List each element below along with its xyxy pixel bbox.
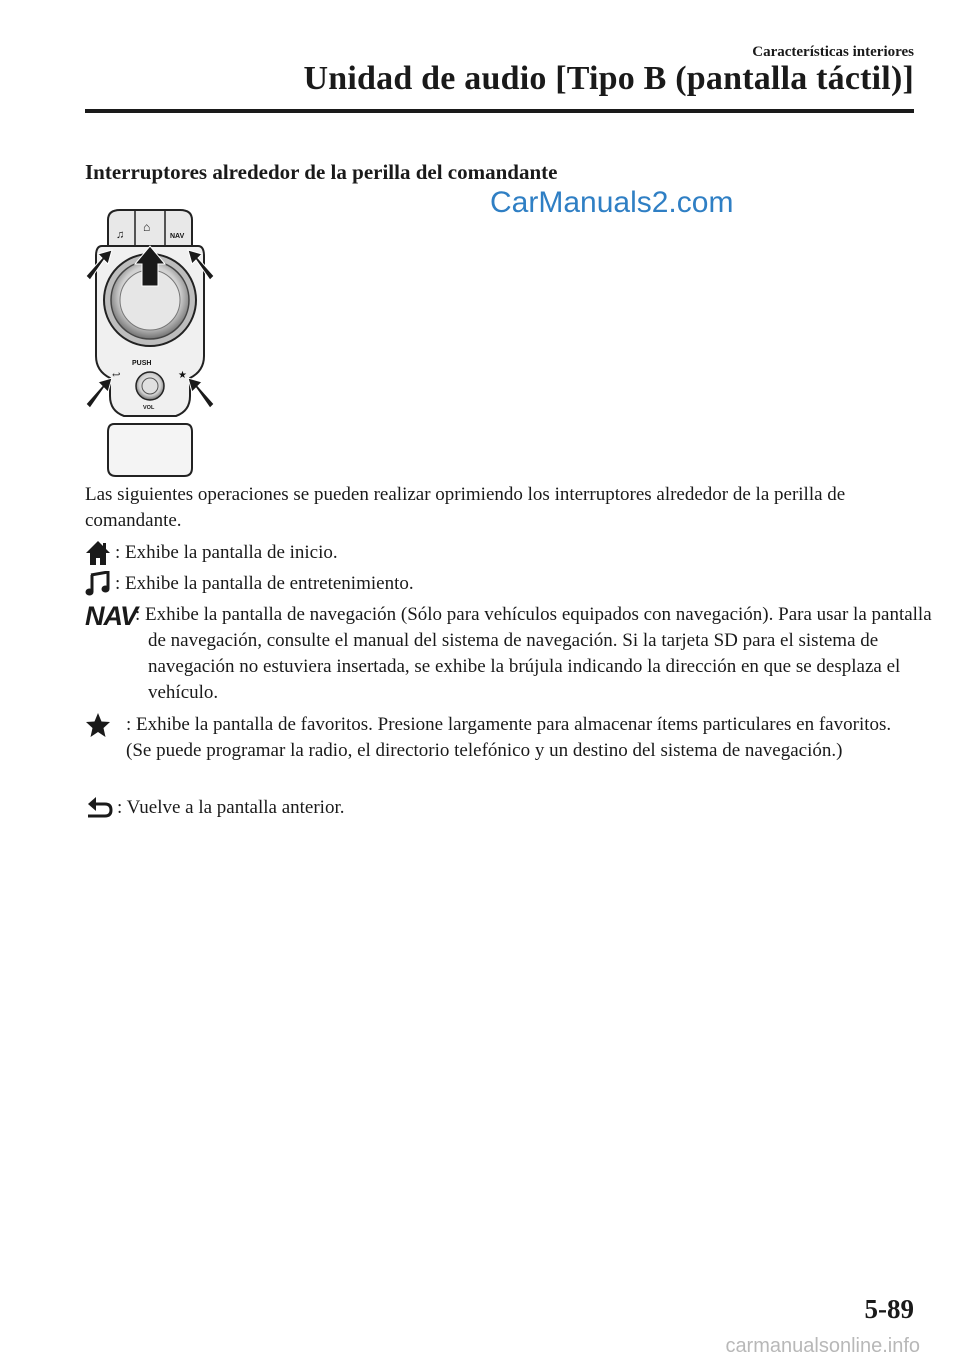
home-icon xyxy=(85,540,111,566)
list-item xyxy=(85,601,932,706)
intro-paragraph: Las siguientes operaciones se pueden realizar oprimiendo los interruptores alrededor de la perilla de comandante. xyxy=(85,484,846,531)
item-text: : Exhibe la pantalla de navegación (Sólo para vehículos equipados con navegación). Para usar la pantalla de navegación, consulte el manual del sistema de navegación. Si la tarjeta SD para el sistema de navegación no estuviera insertada, se exhibe la brújula indicando la dirección en que se desplaza el vehículo. xyxy=(135,604,932,703)
list-item xyxy=(85,571,915,597)
list-item xyxy=(85,540,915,566)
commander-knob-figure xyxy=(80,206,220,482)
watermark: CarManuals2.com xyxy=(490,186,734,219)
item-text: : Exhibe la pantalla de inicio. xyxy=(115,542,338,563)
item-text: : Exhibe la pantalla de entretenimiento. xyxy=(115,573,414,594)
page-title: Unidad de audio [Tipo B (pantalla táctil)] xyxy=(303,60,914,97)
figure-vol-label: VOL xyxy=(143,405,155,411)
svg-text:★: ★ xyxy=(178,370,187,381)
figure-push-label: PUSH xyxy=(132,360,152,367)
nav-icon: NAV xyxy=(85,601,138,631)
list-item xyxy=(85,712,915,790)
item-text: : Exhibe la pantalla de favoritos. Presione largamente para almacenar ítems particulares en favoritos. (Se puede programar la radio, el directorio telefónico y un destino del sistema de navegación.) xyxy=(126,714,892,761)
svg-text:↩: ↩ xyxy=(112,370,121,381)
page-number: 5-89 xyxy=(864,1294,914,1324)
figure-nav-label: NAV xyxy=(170,233,185,240)
star-icon xyxy=(85,712,111,738)
music-icon xyxy=(85,571,111,597)
list-item xyxy=(85,795,915,821)
header-rule xyxy=(85,109,914,113)
figure-music-label: ♫ xyxy=(116,229,125,241)
header-section: Características interiores xyxy=(752,44,914,60)
section-title: Interruptores alrededor de la perilla del comandante xyxy=(85,160,558,184)
item-text: : Vuelve a la pantalla anterior. xyxy=(117,797,345,818)
back-icon xyxy=(85,795,113,821)
footer-watermark: carmanualsonline.info xyxy=(725,1335,920,1357)
figure-home-label: ⌂ xyxy=(143,220,151,234)
